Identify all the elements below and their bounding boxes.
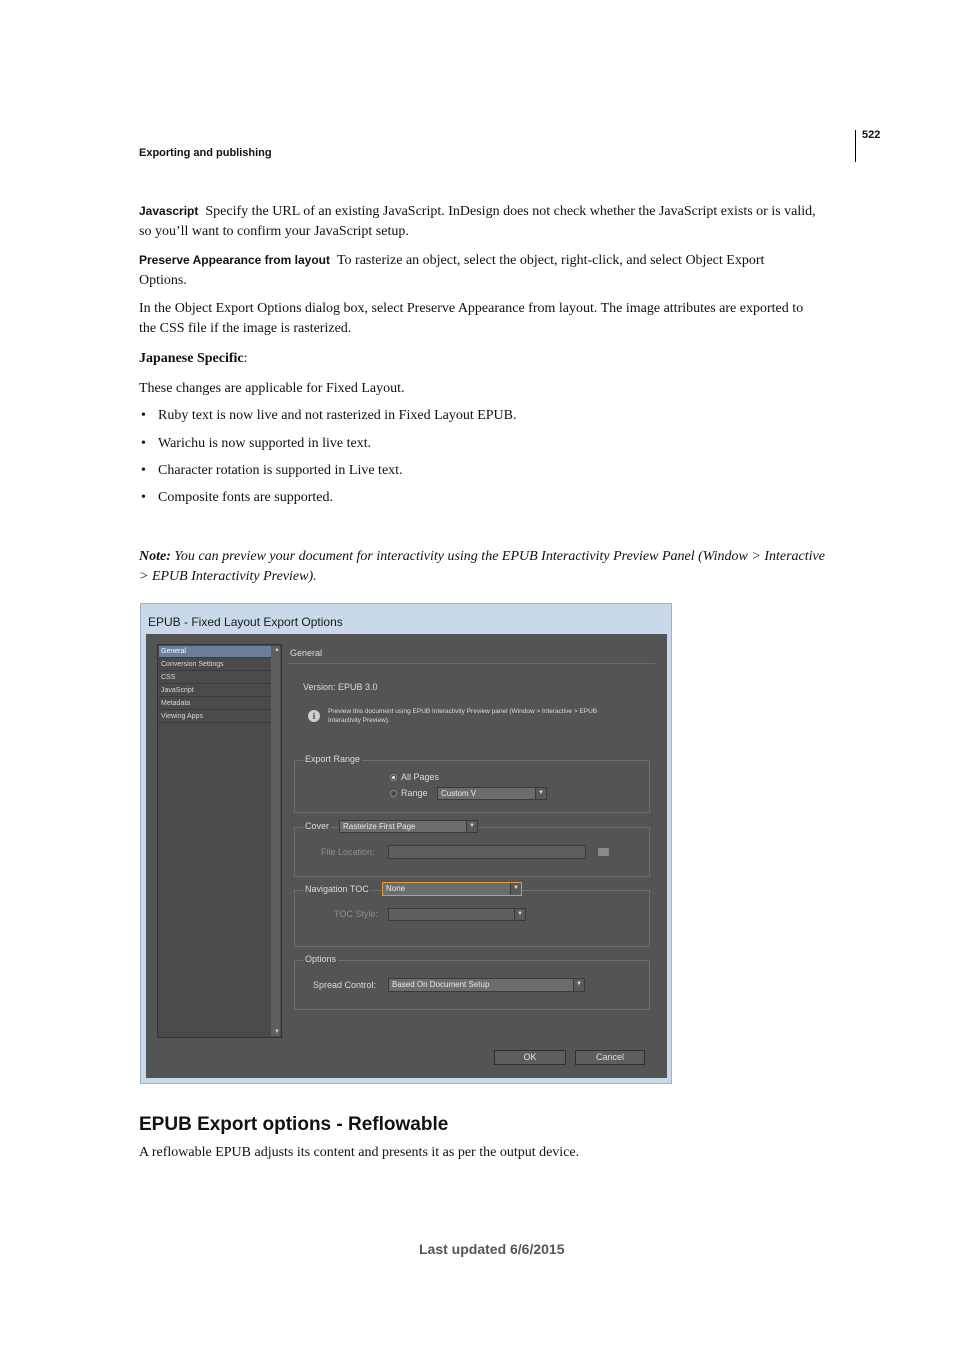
sidebar-item-metadata[interactable]: Metadata	[159, 698, 271, 710]
toc-style-label: TOC Style:	[334, 909, 378, 919]
chevron-down-icon: ▼	[573, 979, 584, 991]
japanese-specific-heading	[139, 349, 851, 369]
cancel-button[interactable]: Cancel	[575, 1050, 645, 1065]
range-select-value: Custom V	[441, 789, 477, 798]
toc-style-select[interactable]	[388, 908, 526, 921]
note-text-line-1: You can preview your document for interactivity using the EPUB Interactivity Preview Panel (Window > Interactive	[174, 549, 825, 564]
range-select[interactable]	[437, 787, 547, 800]
all-pages-radio[interactable]	[390, 774, 397, 781]
javascript-term: Javascript	[139, 204, 199, 218]
japanese-specific-term: Japanese Specific	[139, 351, 244, 366]
bullet-marker: •	[141, 463, 146, 478]
scroll-up-arrow-icon[interactable]: ▲	[274, 647, 280, 653]
fixed-layout-intro: These changes are applicable for Fixed Layout.	[139, 381, 405, 396]
javascript-text-line-1: Specify the URL of an existing JavaScript. InDesign does not check whether the JavaScript exists or is valid,	[205, 204, 816, 219]
section-heading: EPUB Export options - Reflowable	[139, 1114, 449, 1135]
options-label: Options	[305, 954, 337, 964]
spread-control-label: Spread Control:	[313, 980, 377, 990]
file-location-input[interactable]	[388, 845, 586, 859]
file-location-label: File Location:	[321, 847, 375, 857]
sidebar-item-general[interactable]: General	[159, 646, 271, 658]
navigation-toc-value: None	[386, 884, 406, 893]
spread-control-select[interactable]	[388, 978, 585, 992]
scroll-down-arrow-icon[interactable]: ▼	[274, 1029, 280, 1035]
sidebar-item-javascript[interactable]: JavaScript	[159, 685, 271, 697]
object-export-line-1: In the Object Export Options dialog box, select Preserve Appearance from layout. The image attributes are exported to	[139, 301, 804, 316]
page-number: 522	[862, 129, 881, 141]
bullet-marker: •	[141, 408, 146, 423]
section-text: A reflowable EPUB adjusts its content and presents it as per the output device.	[139, 1145, 580, 1160]
all-pages-label: All Pages	[401, 772, 440, 782]
chevron-down-icon: ▼	[514, 909, 525, 920]
range-radio[interactable]	[390, 790, 397, 797]
japanese-specific-colon: :	[243, 351, 248, 366]
object-export-paragraph	[139, 299, 851, 339]
version-label: Version: EPUB 3.0	[303, 682, 378, 692]
chevron-down-icon: ▼	[466, 821, 477, 832]
running-head: Exporting and publishing	[139, 147, 272, 159]
cover-select[interactable]	[339, 820, 478, 833]
ok-button[interactable]: OK	[494, 1050, 566, 1065]
info-text-line-2: Interactivity Preview).	[328, 717, 390, 724]
preserve-text-line-2: Options.	[139, 273, 187, 288]
chevron-down-icon: ▼	[510, 883, 521, 895]
sidebar-scrollbar[interactable]	[271, 646, 280, 1036]
info-icon: i	[308, 710, 320, 722]
export-range-label: Export Range	[305, 754, 361, 764]
bullet-marker: •	[141, 436, 146, 451]
cover-label: Cover	[305, 821, 330, 831]
dialog-title: EPUB - Fixed Layout Export Options	[148, 615, 343, 629]
preserve-text-line-1: To rasterize an object, select the object, right-click, and select Object Export	[336, 253, 765, 268]
page-number-rule	[855, 130, 856, 162]
note-label: Note:	[139, 549, 171, 564]
list-item: Ruby text is now live and not rasterized in Fixed Layout EPUB.	[158, 408, 517, 423]
range-label: Range	[401, 788, 428, 798]
javascript-paragraph	[139, 201, 851, 242]
javascript-text-line-2: so you’ll want to confirm your JavaScript setup.	[139, 224, 409, 239]
info-text	[328, 707, 597, 725]
last-updated-footer: Last updated 6/6/2015	[419, 1241, 565, 1257]
bullet-marker: •	[141, 490, 146, 505]
sidebar-item-viewing-apps[interactable]: Viewing Apps	[159, 711, 271, 723]
section-title-general: General	[290, 648, 323, 658]
chevron-down-icon: ▼	[535, 788, 546, 799]
sidebar-item-css[interactable]: CSS	[159, 672, 271, 684]
spread-control-value: Based On Document Setup	[392, 980, 490, 989]
dialog-sidebar	[157, 644, 282, 1038]
preserve-appearance-term: Preserve Appearance from layout	[139, 253, 330, 267]
sidebar-item-conversion-settings[interactable]: Conversion Settings	[159, 659, 271, 671]
list-item: Character rotation is supported in Live text.	[158, 463, 403, 478]
navigation-toc-select[interactable]	[382, 882, 522, 896]
note-text-line-2: > EPUB Interactivity Preview).	[139, 569, 317, 584]
list-item: Warichu is now supported in live text.	[158, 436, 372, 451]
info-text-line-1: Preview this document using EPUB Interactivity Preview panel (Window > Interactive > EPUB	[328, 708, 598, 715]
list-item: Composite fonts are supported.	[158, 490, 333, 505]
navigation-toc-label: Navigation TOC	[305, 884, 369, 894]
object-export-line-2: the CSS file if the image is rasterized.	[139, 321, 352, 336]
note-paragraph	[139, 547, 853, 587]
section-divider	[288, 663, 655, 664]
cover-select-value: Rasterize First Page	[343, 822, 416, 831]
folder-icon[interactable]	[598, 848, 609, 856]
preserve-appearance-paragraph	[139, 250, 851, 291]
